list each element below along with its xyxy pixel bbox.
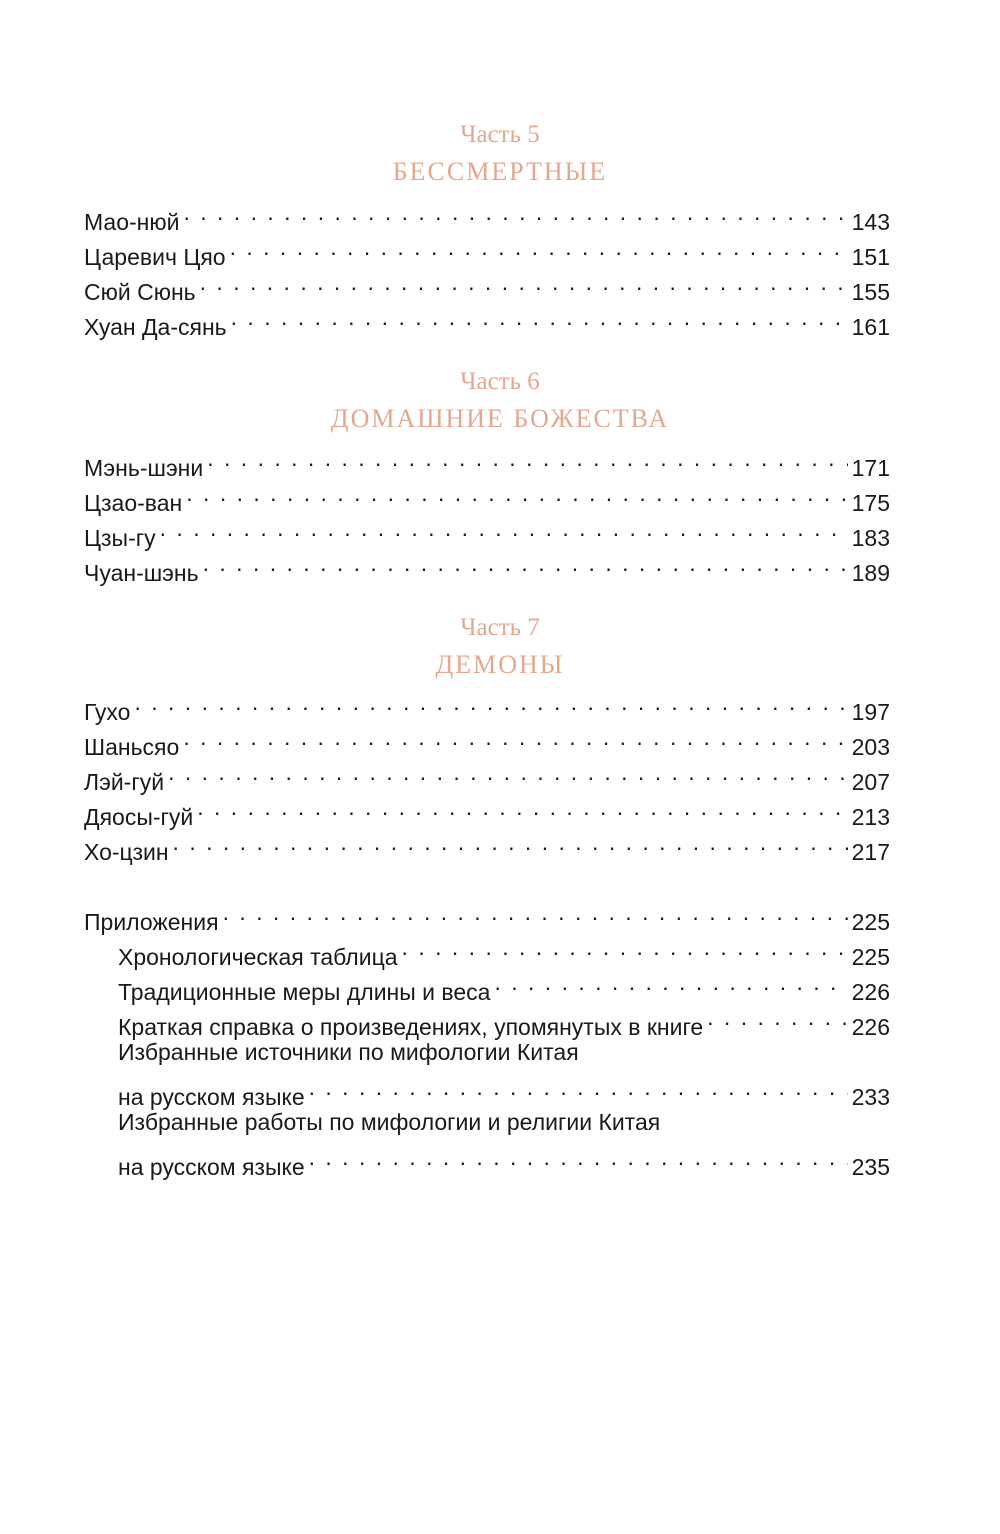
toc-entry-page: 143 (851, 209, 890, 235)
toc-entry-title: Сюй Сюнь (84, 279, 196, 305)
toc-entry-page: 235 (851, 1154, 890, 1180)
toc-subentry-line1[interactable] (84, 1035, 890, 1070)
toc-entry-page: 207 (851, 769, 890, 795)
dot-leader (309, 1070, 848, 1105)
part-title: ДЕМОНЫ (435, 650, 565, 679)
dot-leader (200, 265, 848, 300)
dot-leader (160, 511, 848, 546)
dot-leader (203, 546, 848, 581)
toc-section (84, 195, 890, 340)
toc-subentry-line1[interactable] (84, 1105, 890, 1140)
toc-entry[interactable] (84, 720, 890, 760)
appendices-section (84, 895, 890, 1180)
toc-entry-title: Избранные работы по мифологии и религии Китая (118, 1109, 661, 1135)
toc-entry-title: Приложения (84, 909, 219, 935)
toc-entry-title: Хуан Да-сянь (84, 314, 227, 340)
toc-entry-title: Краткая справка о произведениях, упомянутых в книге (118, 1014, 704, 1040)
toc-entry-page: 189 (851, 560, 890, 586)
toc-entry-title: на русском языке (118, 1084, 305, 1110)
dot-leader (168, 755, 848, 790)
toc-entry[interactable] (84, 230, 890, 270)
toc-entry-title: Избранные источники по мифологии Китая (118, 1039, 579, 1065)
toc-entry[interactable] (84, 265, 890, 305)
toc-entry-page: 226 (851, 1014, 890, 1040)
toc-entry[interactable] (84, 511, 890, 551)
toc-section (84, 441, 890, 586)
dot-leader (183, 720, 847, 755)
part-number: Часть 7 (460, 614, 540, 641)
toc-entry-page: 233 (851, 1084, 890, 1110)
toc-entry-title: Хо-цзин (84, 839, 169, 865)
toc-entry-page: 183 (851, 525, 890, 551)
part-number: Часть 5 (460, 121, 540, 148)
toc-entry-page: 155 (851, 279, 890, 305)
toc-entry[interactable] (84, 685, 890, 725)
toc-entry-page: 226 (851, 979, 890, 1005)
toc-entry-appendices[interactable] (84, 895, 890, 935)
toc-entry-page: 161 (851, 314, 890, 340)
dot-leader (173, 825, 848, 860)
dot-leader (223, 895, 848, 930)
toc-entry-title: Мэнь-шэни (84, 455, 204, 481)
dot-leader (402, 930, 848, 965)
toc-entry-title: Чуан-шэнь (84, 560, 199, 586)
toc-entry[interactable] (84, 300, 890, 340)
toc-entry-page: 213 (851, 804, 890, 830)
toc-entry[interactable] (84, 476, 890, 516)
toc-entry-title: Шаньсяо (84, 734, 180, 760)
toc-section (84, 685, 890, 865)
dot-leader (134, 685, 847, 720)
part-number: Часть 6 (460, 368, 540, 395)
toc-entry-title: Дяосы-гуй (84, 804, 194, 830)
part-heading (0, 367, 1000, 437)
part-heading (0, 613, 1000, 683)
toc-entry-page: 217 (851, 839, 890, 865)
toc-entry-page: 225 (851, 944, 890, 970)
toc-entry-title: Цзао-ван (84, 490, 183, 516)
toc-entry-title: Цзы-гу (84, 525, 156, 551)
dot-leader (207, 441, 847, 476)
toc-entry-page: 171 (851, 455, 890, 481)
toc-entry-page: 175 (851, 490, 890, 516)
toc-entry-title: Мао-нюй (84, 209, 180, 235)
toc-entry-page: 197 (851, 699, 890, 725)
toc-entry[interactable] (84, 755, 890, 795)
toc-entry-page: 203 (851, 734, 890, 760)
toc-entry-title: Традиционные меры длины и веса (118, 979, 491, 1005)
part-heading (0, 120, 1000, 190)
toc-entry-title: Гухо (84, 699, 131, 725)
dot-leader (197, 790, 847, 825)
dot-leader (231, 300, 848, 335)
toc-subentry-line2[interactable] (84, 1140, 890, 1180)
toc-entry[interactable] (84, 790, 890, 830)
toc-entry[interactable] (84, 195, 890, 235)
toc-entry-title: Лэй-гуй (84, 769, 165, 795)
toc-entry-title: на русском языке (118, 1154, 305, 1180)
toc-entry-title: Хронологическая таблица (118, 944, 398, 970)
dot-leader (230, 230, 848, 265)
toc-entry[interactable] (84, 546, 890, 586)
toc-entry[interactable] (84, 441, 890, 481)
dot-leader (186, 476, 847, 511)
toc-entry-page: 225 (851, 909, 890, 935)
part-title: ДОМАШНИЕ БОЖЕСТВА (330, 404, 670, 433)
dot-leader (309, 1140, 848, 1175)
toc-entry[interactable] (84, 825, 890, 865)
dot-leader (707, 1000, 847, 1035)
toc-entry-page: 151 (851, 244, 890, 270)
dot-leader (183, 195, 847, 230)
dot-leader (494, 965, 847, 1000)
part-title: БЕССМЕРТНЫЕ (392, 157, 608, 186)
toc-subentry-line2[interactable] (84, 1070, 890, 1110)
toc-entry-title: Царевич Цяо (84, 244, 226, 270)
